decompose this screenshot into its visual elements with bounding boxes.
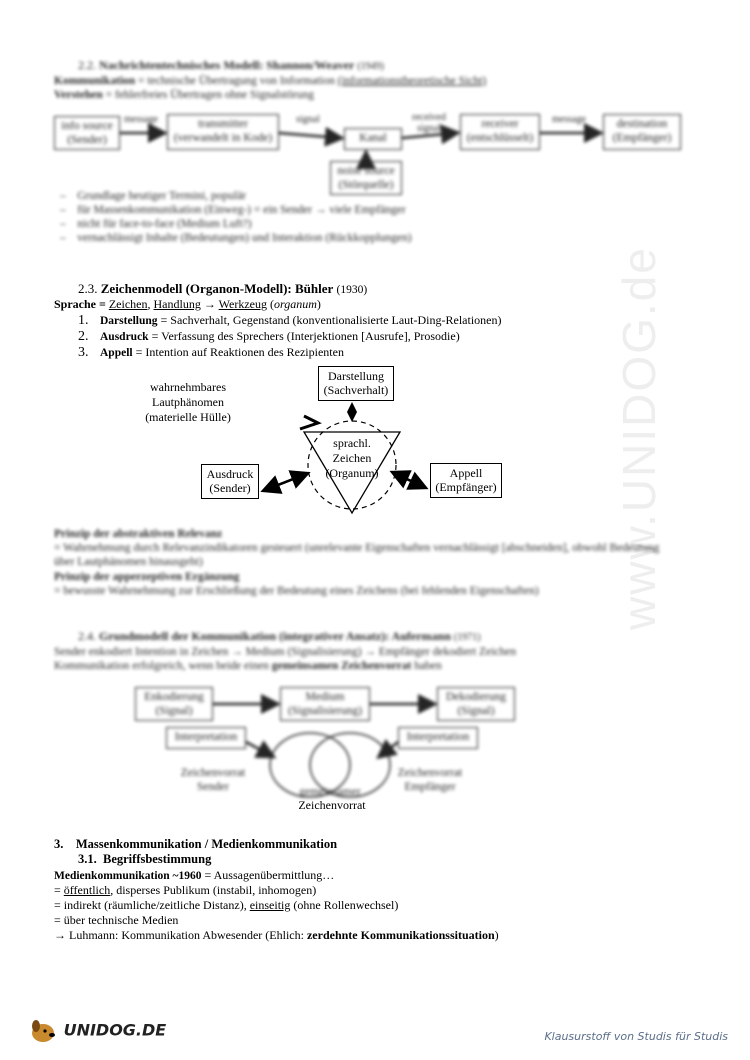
- label-signal: signal: [296, 114, 320, 125]
- box-interpretation-left: Interpretation: [166, 727, 246, 749]
- section-2-4-line-1: Sender enkodiert Intention in Zeichen → Medium (Signalisierung) → Empfänger dekodiert Zeichen: [54, 646, 517, 658]
- box-interpretation-right: Interpretation: [398, 727, 478, 749]
- section-2-4-heading: 2.4. Grundmodell der Kommunikation (integrativer Ansatz): Aufermann (1971): [78, 629, 481, 643]
- section-3-line-4: = über technische Medien: [54, 913, 179, 927]
- prinzip-1-text: = Wahrnehmung durch Relevanzindikatoren gesteuert (unrelevante Eigenschaften vernachlässigt [abschneiden], obwohl Bedeutung über Lautphänomen hinausgeht): [54, 542, 660, 568]
- dog-icon: [28, 1018, 58, 1044]
- label-zeichenvorrat-sender: Zeichenvorrat Sender: [180, 767, 246, 793]
- label-zeichenvorrat: Zeichenvorrat: [298, 798, 366, 812]
- box-transmitter: transmitter (verwandelt in Kode): [167, 114, 279, 150]
- prinzip-2-title: Prinzip der apperzeptiven Ergänzung: [54, 571, 240, 583]
- label-lautphaenomen: wahrnehmbares Lautphänomen (materielle Hülle): [145, 380, 231, 424]
- label-sprachliches-zeichen: sprachl. Zeichen (Organum): [325, 436, 379, 480]
- box-destination: destination (Empfänger): [603, 114, 681, 150]
- label-message-2: message: [552, 114, 586, 125]
- section-3-line-5: → Luhmann: Kommunikation Abwesender (Ehlich: zerdehnte Kommunikationssituation): [54, 928, 499, 942]
- sprache-definition: Sprache = Zeichen, Handlung → Werkzeug (organum): [54, 297, 321, 311]
- watermark: www.UNIDOG.de: [613, 246, 665, 630]
- box-receiver: receiver (entschlüsselt): [460, 114, 540, 150]
- section-2-2-heading: 2.2. Nachrichtentechnisches Modell: Shannon/Weaver (1949): [78, 58, 384, 72]
- box-channel: Kanal: [344, 128, 402, 150]
- unidog-logo: UNIDOG.DE: [28, 1018, 166, 1044]
- section-2-3-heading: 2.3. Zeichenmodell (Organon-Modell): Bühler (1930): [78, 281, 368, 296]
- label-message-1: message: [124, 114, 158, 125]
- section-2-2-line-2: Verstehen = fehlerfreies Übertragen ohne Signalstörung: [54, 89, 314, 101]
- box-darstellung: Darstellung (Sachverhalt): [318, 366, 394, 401]
- list-item: 2. Ausdruck = Verfassung des Sprechers (Interjektionen [Ausrufe], Prosodie): [78, 329, 460, 344]
- box-dekodierung: Dekodierung (Signal): [437, 687, 515, 721]
- footer-slogan: Klausurstoff von Studis für Studis: [544, 1030, 728, 1043]
- list-item: 3. Appell = Intention auf Reaktionen des Rezipienten: [78, 345, 344, 360]
- section-2-4-line-2: Kommunikation erfolgreich, wenn beide einen gemeinsamen Zeichenvorrat haben: [54, 660, 442, 672]
- box-info-source: info source (Sender): [54, 116, 120, 150]
- section-3-line-3: = indirekt (räumliche/zeitliche Distanz), einseitig (ohne Rollenwechsel): [54, 898, 399, 912]
- box-appell: Appell (Empfänger): [430, 463, 502, 498]
- section-3-heading: 3. Massenkommunikation / Medienkommunikation: [54, 837, 338, 851]
- prinzip-2-text: = bewusste Wahrnehmung zur Erschließung der Bedeutung eines Zeichens (bei fehlenden Eigenschaften): [54, 585, 539, 597]
- section-2-2-line-1: Kommunikation = technische Übertragung von Information (informationstheoretische Sicht): [54, 75, 487, 87]
- section-3-line-1: Medienkommunikation ~1960 = Aussagenübermittlung…: [54, 868, 335, 882]
- section-3-line-2: = öffentlich, disperses Publikum (instabil, inhomogen): [54, 883, 317, 897]
- section-2-2-bullets: – Grundlage heutiger Termini, populär – für Massenkommunikation (Einweg-) = ein Sender → viele Empfänger – nicht für face-to-face (Medium Luft?) – vernachlässigt Inhalte (Bedeutungen) und Interaktion (Rückkopplungen): [60, 190, 412, 244]
- box-enkodierung: Enkodierung (Signal): [135, 687, 213, 721]
- box-ausdruck: Ausdruck (Sender): [201, 464, 259, 499]
- label-gemeinsamer: gemeinsamer: [299, 786, 361, 798]
- list-item: 1. Darstellung = Sachverhalt, Gegenstand (konventionalisierte Laut-Ding-Relationen): [78, 313, 502, 328]
- label-received-signal: received signal: [412, 112, 446, 134]
- prinzip-1-title: Prinzip der abstraktiven Relevanz: [54, 528, 223, 540]
- box-medium: Medium (Signalisierung): [280, 687, 370, 721]
- section-3-1-heading: 3.1. Begriffsbestimmung: [78, 852, 212, 866]
- label-zeichenvorrat-empfaenger: Zeichenvorrat Empfänger: [397, 767, 463, 793]
- box-noise-source: noise source (Störquelle): [330, 161, 402, 195]
